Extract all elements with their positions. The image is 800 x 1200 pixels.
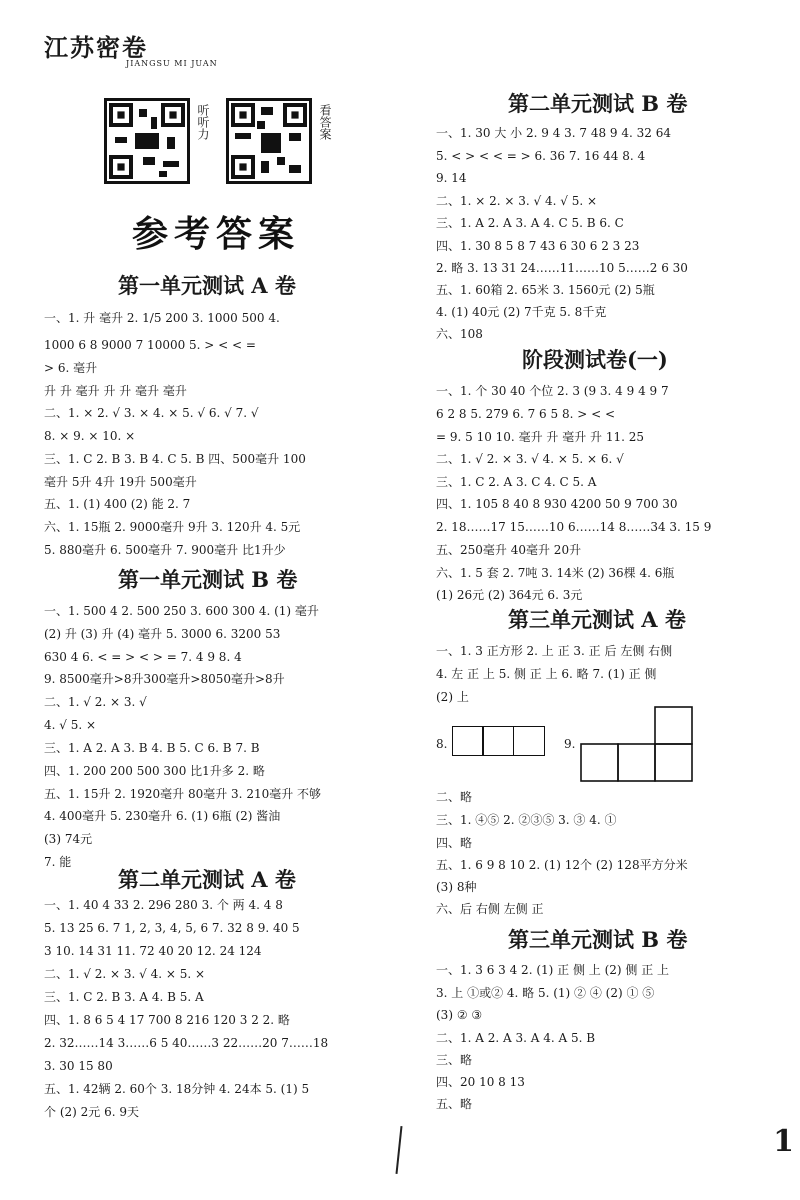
section-title: 第一单元测试 A 卷 xyxy=(118,273,296,298)
answer-line: (3) ② ③ xyxy=(436,1008,483,1022)
answer-line: 五、1. 15升 2. 1920毫升 80毫升 3. 210毫升 不够 xyxy=(44,787,322,801)
answer-line: 五、1. 60箱 2. 65米 3. 1560元 (2) 5瓶 xyxy=(436,283,655,297)
qr-code-icon xyxy=(226,98,312,184)
answer-line: 四、1. 8 6 5 4 17 700 8 216 120 3 2 2. 略 xyxy=(44,1013,290,1027)
answer-line: 三、1. C 2. B 3. B 4. C 5. B 四、500毫升 100 xyxy=(44,452,306,466)
figure-label: 8. xyxy=(436,737,448,751)
answer-line: 二、1. √ 2. × 3. √ xyxy=(44,695,147,709)
answer-line: 二、1. √ 2. × 3. √ 4. × 5. × 6. √ xyxy=(436,452,624,466)
answer-line: 5. < > < < = > 6. 36 7. 16 44 8. 4 xyxy=(436,149,646,163)
answer-line: 9. 8500毫升>8升300毫升>8050毫升>8升 xyxy=(44,672,285,686)
answer-line: 一、1. 500 4 2. 500 250 3. 600 300 4. (1) 毫升 xyxy=(44,604,319,618)
answer-line: 3. 上 ①或② 4. 略 5. (1) ② ④ (2) ① ⑤ xyxy=(436,986,655,1000)
answer-line: 2. 18……17 15……10 6……14 8……34 3. 15 9 xyxy=(436,520,712,534)
answer-line: 一、1. 30 大 小 2. 9 4 3. 7 48 9 4. 32 64 xyxy=(436,126,672,140)
section-title: 第一单元测试 B 卷 xyxy=(118,567,298,592)
answer-line: 7. 能 xyxy=(44,855,72,869)
answer-line: 六、后 右侧 左侧 正 xyxy=(436,902,544,916)
figure-l-shape xyxy=(580,706,696,782)
answer-line: 4. √ 5. × xyxy=(44,718,97,732)
answer-line: 一、1. 40 4 33 2. 296 280 3. 个 两 4. 4 8 xyxy=(44,898,283,912)
answer-line: 三、1. A 2. A 3. A 4. C 5. B 6. C xyxy=(436,216,624,230)
answer-line: 二、略 xyxy=(436,790,473,804)
brand-logo xyxy=(44,28,218,68)
answer-line: 630 4 6. < = > < > = 7. 4 9 8. 4 xyxy=(44,650,242,664)
section-title: 第三单元测试 B 卷 xyxy=(508,927,688,952)
answer-line: 3. 30 15 80 xyxy=(44,1059,113,1073)
answer-line: 1000 6 8 9000 7 10000 5. > < < = xyxy=(44,338,256,352)
answer-line: (1) 26元 (2) 364元 6. 3元 xyxy=(436,588,583,602)
answer-line: 6 2 8 5. 279 6. 7 6 5 8. > < < xyxy=(436,407,615,421)
answer-line: 二、1. √ 2. × 3. √ 4. × 5. × xyxy=(44,967,206,981)
section-title: 第二单元测试 B 卷 xyxy=(508,91,688,116)
answer-line: 六、1. 5 套 2. 7吨 3. 14米 (2) 36棵 4. 6瓶 xyxy=(436,566,675,580)
answer-line: 4. 左 正 上 5. 侧 正 上 6. 略 7. (1) 正 侧 xyxy=(436,667,657,681)
answer-line: 2. 略 3. 13 31 24……11……10 5……2 6 30 xyxy=(436,261,688,275)
answer-line: 四、20 10 8 13 xyxy=(436,1075,525,1089)
answer-line: 五、1. 6 9 8 10 2. (1) 12个 (2) 128平方分米 xyxy=(436,858,688,872)
answer-line: (2) 上 xyxy=(436,690,469,704)
answer-line: 五、250毫升 40毫升 20升 xyxy=(436,543,582,557)
answer-line: 三、1. A 2. A 3. B 4. B 5. C 6. B 7. B xyxy=(44,741,260,755)
answer-line: 2. 32……14 3……6 5 40……3 22……20 7……18 xyxy=(44,1036,329,1050)
pencil-mark xyxy=(395,1126,402,1174)
page-number: 1 xyxy=(773,1124,794,1159)
answer-line: 四、1. 105 8 40 8 930 4200 50 9 700 30 xyxy=(436,497,678,511)
answer-line: 五、1. (1) 400 (2) 能 2. 7 xyxy=(44,497,191,511)
qr-caption-right: 看答案 xyxy=(318,104,332,140)
answer-line: 三、1. C 2. A 3. C 4. C 5. A xyxy=(436,475,597,489)
answer-line: 四、1. 30 8 5 8 7 43 6 30 6 2 3 23 xyxy=(436,239,640,253)
answer-line: 四、1. 200 200 500 300 比1升多 2. 略 xyxy=(44,764,265,778)
figure-three-squares xyxy=(452,726,543,756)
answer-line: 一、1. 3 6 3 4 2. (1) 正 侧 上 (2) 侧 正 上 xyxy=(436,963,670,977)
answer-line: 三、1. ④⑤ 2. ②③⑤ 3. ③ 4. ① xyxy=(436,813,617,827)
answer-line: 五、1. 42辆 2. 60个 3. 18分钟 4. 24本 5. (1) 5 xyxy=(44,1082,310,1096)
answer-line: 8. × 9. × 10. × xyxy=(44,429,136,443)
answer-line: (2) 升 (3) 升 (4) 毫升 5. 3000 6. 3200 53 xyxy=(44,627,281,641)
answer-line: 5. 13 25 6. 7 1, 2, 3, 4, 5, 6 7. 32 8 9. 40 5 xyxy=(44,921,300,935)
answer-line: 3 10. 14 31 11. 72 40 20 12. 24 124 xyxy=(44,944,262,958)
answer-line: 二、1. × 2. × 3. √ 4. √ 5. × xyxy=(436,194,598,208)
answer-line: (3) 8种 xyxy=(436,880,477,894)
brand-title: 江苏密卷 xyxy=(44,33,148,62)
section-title: 第三单元测试 A 卷 xyxy=(508,607,686,632)
answer-line: 一、1. 3 正方形 2. 上 正 3. 正 后 左侧 右侧 xyxy=(436,644,673,658)
answer-line: 二、1. × 2. √ 3. × 4. × 5. √ 6. √ 7. √ xyxy=(44,406,259,420)
answer-line: 个 (2) 2元 6. 9天 xyxy=(44,1105,139,1119)
figure-label: 9. xyxy=(564,737,576,751)
section-title: 第二单元测试 A 卷 xyxy=(118,867,296,892)
answer-line: 9. 14 xyxy=(436,171,467,185)
qr-caption-left: 听听力 xyxy=(196,104,210,140)
page-title: 参考答案 xyxy=(132,214,301,255)
answer-line: = 9. 5 10 10. 毫升 升 毫升 升 11. 25 xyxy=(436,430,644,444)
answer-line: 六、108 xyxy=(436,327,483,341)
answer-line: 三、略 xyxy=(436,1053,473,1067)
answer-line: (3) 74元 xyxy=(44,832,93,846)
qr-code-icon xyxy=(104,98,190,184)
answer-line: 毫升 5升 4升 19升 500毫升 xyxy=(44,475,197,489)
answer-line: 一、1. 升 毫升 2. 1/5 200 3. 1000 500 4. xyxy=(44,311,280,325)
answer-line: > 6. 毫升 xyxy=(44,361,98,375)
answer-line: 一、1. 个 30 40 个位 2. 3 (9 3. 4 9 4 9 7 xyxy=(436,384,669,398)
answer-line: 升 升 毫升 升 升 毫升 毫升 xyxy=(44,384,187,398)
answer-line: 六、1. 15瓶 2. 9000毫升 9升 3. 120升 4. 5元 xyxy=(44,520,301,534)
answer-line: 五、略 xyxy=(436,1097,473,1111)
answer-line: 四、略 xyxy=(436,836,473,850)
answer-line: 二、1. A 2. A 3. A 4. A 5. B xyxy=(436,1031,596,1045)
answer-line: 三、1. C 2. B 3. A 4. B 5. A xyxy=(44,990,204,1004)
brand-subtitle: JIANGSU MI JUAN xyxy=(126,59,218,68)
answer-line: 5. 880毫升 6. 500毫升 7. 900毫升 比1升少 xyxy=(44,543,286,557)
answer-line: 4. 400毫升 5. 230毫升 6. (1) 6瓶 (2) 酱油 xyxy=(44,809,281,823)
section-title: 阶段测试卷(一) xyxy=(522,347,668,372)
answer-line: 4. (1) 40元 (2) 7千克 5. 8千克 xyxy=(436,305,607,319)
